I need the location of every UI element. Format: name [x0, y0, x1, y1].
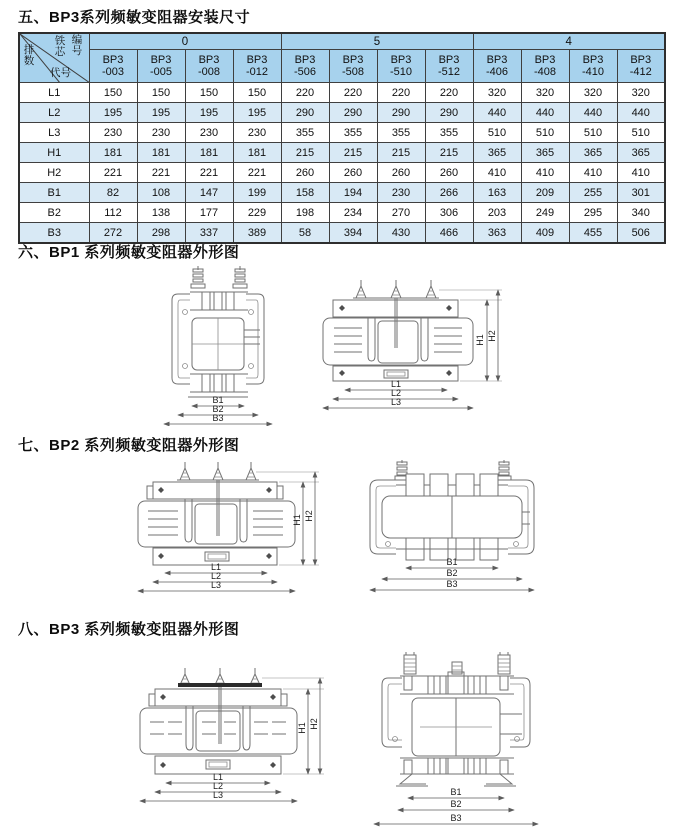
top-rail	[147, 482, 283, 499]
dim-label-h1: H1	[292, 514, 302, 526]
dim-value-cell: 220	[329, 83, 377, 103]
model-line2: -410	[581, 66, 605, 78]
dim-value-cell: 394	[329, 223, 377, 244]
dim-value-cell: 209	[521, 183, 569, 203]
dim-value-cell: 272	[89, 223, 137, 244]
dim-value-cell: 181	[137, 143, 185, 163]
dim-value-cell: 440	[473, 103, 521, 123]
model-line1: BP3	[390, 54, 412, 66]
model-column-header	[281, 50, 329, 83]
dim-value-cell: 363	[473, 223, 521, 244]
dim-value-cell: 195	[89, 103, 137, 123]
section-heading-bp3: 八、BP3 系列频敏变阻器外形图	[18, 621, 240, 638]
dim-value-cell: 255	[569, 183, 617, 203]
dimension-h1-h2	[262, 678, 324, 774]
installation-dimensions-table	[18, 32, 666, 244]
frame-bracket-left	[382, 678, 402, 747]
model-line1: BP3	[102, 54, 124, 66]
dim-value-cell: 355	[425, 123, 473, 143]
corner-code-label: 代号	[50, 67, 71, 79]
dim-value-cell: 410	[569, 163, 617, 183]
model-column-header	[233, 50, 281, 83]
model-line2: -506	[293, 66, 317, 78]
dim-value-cell: 230	[185, 123, 233, 143]
dim-value-cell: 506	[617, 223, 665, 244]
dim-label-h2: H2	[304, 510, 314, 522]
dim-value-cell: 147	[185, 183, 233, 203]
corner-col-axis-label-2: 编号	[71, 34, 83, 57]
dim-value-cell: 215	[329, 143, 377, 163]
dim-value-cell: 410	[617, 163, 665, 183]
dim-value-cell: 195	[137, 103, 185, 123]
dim-value-cell: 290	[281, 103, 329, 123]
dim-value-cell: 221	[89, 163, 137, 183]
dim-value-cell: 290	[329, 103, 377, 123]
dim-label-b1: B1	[212, 395, 224, 405]
dim-value-cell: 158	[281, 183, 329, 203]
dim-label-l2: L2	[210, 571, 222, 581]
model-line1: BP3	[582, 54, 604, 66]
dim-value-cell: 510	[521, 123, 569, 143]
dim-value-cell: 181	[233, 143, 281, 163]
core-group-header: 5	[281, 33, 473, 50]
corner-row-axis-label: 排数	[23, 44, 35, 67]
dim-value-cell: 298	[137, 223, 185, 244]
dim-value-cell: 181	[185, 143, 233, 163]
dim-value-cell: 510	[569, 123, 617, 143]
dim-label-l2: L2	[390, 388, 402, 398]
dim-value-cell: 150	[89, 83, 137, 103]
fin-row-bottom	[400, 758, 514, 774]
dim-label-l2: L2	[212, 781, 224, 791]
model-column-header	[137, 50, 185, 83]
dim-value-cell: 320	[521, 83, 569, 103]
dim-value-cell: 150	[137, 83, 185, 103]
dim-label-h1: H1	[475, 334, 485, 346]
dim-label-l1: L1	[210, 562, 222, 572]
model-column-header	[521, 50, 569, 83]
dim-value-cell: 220	[425, 83, 473, 103]
dim-value-cell: 230	[377, 183, 425, 203]
model-line2: -012	[245, 66, 269, 78]
dim-value-cell: 112	[89, 203, 137, 223]
row-label: L2	[19, 103, 89, 123]
row-label: L1	[19, 83, 89, 103]
dimension-b1	[408, 787, 504, 798]
dim-value-cell: 230	[233, 123, 281, 143]
dimension-b2	[398, 799, 514, 810]
bp1-front-view-drawing	[320, 278, 510, 413]
row-label: H2	[19, 163, 89, 183]
bp2-front-view-drawing	[135, 458, 325, 598]
dim-label-l3: L3	[390, 397, 402, 407]
terminals	[353, 280, 439, 298]
table-row	[19, 183, 665, 203]
dim-value-cell: 430	[377, 223, 425, 244]
dimension-b3	[370, 579, 534, 590]
dim-label-b2: B2	[212, 404, 224, 414]
dim-value-cell: 215	[281, 143, 329, 163]
dim-value-cell: 270	[377, 203, 425, 223]
section-heading-bp2: 七、BP2 系列频敏变阻器外形图	[18, 437, 240, 454]
fin-row-top	[396, 474, 508, 496]
dim-value-cell: 320	[473, 83, 521, 103]
section-heading-bp1: 六、BP1 系列频敏变阻器外形图	[18, 244, 240, 261]
dim-label-b3: B3	[212, 413, 224, 423]
dim-value-cell: 220	[281, 83, 329, 103]
model-line1: BP3	[294, 54, 316, 66]
table-row	[19, 143, 665, 163]
dim-value-cell: 230	[89, 123, 137, 143]
dim-value-cell: 220	[377, 83, 425, 103]
dim-label-h2: H2	[487, 330, 497, 342]
terminal-bar	[178, 683, 262, 687]
dim-value-cell: 440	[521, 103, 569, 123]
dim-value-cell: 221	[233, 163, 281, 183]
model-line1: BP3	[534, 54, 556, 66]
dim-value-cell: 365	[521, 143, 569, 163]
table-row	[19, 123, 665, 143]
model-line1: BP3	[438, 54, 460, 66]
dim-value-cell: 365	[473, 143, 521, 163]
dim-value-cell: 320	[569, 83, 617, 103]
dim-value-cell: 266	[425, 183, 473, 203]
dim-value-cell: 203	[473, 203, 521, 223]
row-label: H1	[19, 143, 89, 163]
core-group-header: 0	[89, 33, 281, 50]
dim-value-cell: 177	[185, 203, 233, 223]
model-line2: -008	[197, 66, 221, 78]
dim-label-l3: L3	[212, 790, 224, 800]
dim-value-cell: 301	[617, 183, 665, 203]
model-line2: -508	[341, 66, 365, 78]
terminal-stud	[404, 652, 510, 674]
bp2-side-view-drawing	[366, 460, 538, 594]
dim-label-l1: L1	[212, 772, 224, 782]
model-column-header	[377, 50, 425, 83]
corner-bracket-left	[172, 294, 190, 384]
dim-value-cell: 181	[89, 143, 137, 163]
table-row	[19, 223, 665, 244]
mounting-feet	[396, 774, 516, 786]
dim-value-cell: 195	[233, 103, 281, 123]
dim-value-cell: 306	[425, 203, 473, 223]
model-line2: -412	[629, 66, 652, 78]
dim-value-cell: 229	[233, 203, 281, 223]
top-rail	[149, 689, 287, 706]
dim-value-cell: 260	[281, 163, 329, 183]
dim-value-cell: 260	[425, 163, 473, 183]
dim-value-cell: 440	[569, 103, 617, 123]
dim-value-cell: 355	[329, 123, 377, 143]
dim-value-cell: 410	[521, 163, 569, 183]
dim-value-cell: 510	[473, 123, 521, 143]
dim-value-cell: 199	[233, 183, 281, 203]
table-row	[19, 103, 665, 123]
model-line1: BP3	[246, 54, 268, 66]
table-row	[19, 83, 665, 103]
terminal-stud	[191, 266, 247, 288]
model-line2: -003	[101, 66, 125, 78]
dim-value-cell: 355	[377, 123, 425, 143]
model-column-header	[617, 50, 665, 83]
dim-value-cell: 230	[137, 123, 185, 143]
dim-label-b1: B1	[450, 787, 462, 797]
dim-value-cell: 389	[233, 223, 281, 244]
dim-value-cell: 195	[185, 103, 233, 123]
dim-value-cell: 290	[425, 103, 473, 123]
dim-value-cell: 455	[569, 223, 617, 244]
frame-bracket-right	[510, 678, 530, 747]
dim-value-cell: 249	[521, 203, 569, 223]
dim-value-cell: 260	[377, 163, 425, 183]
model-column-header	[89, 50, 137, 83]
dim-label-b3: B3	[450, 813, 462, 823]
lamination-comb-top	[190, 292, 248, 310]
row-label: B2	[19, 203, 89, 223]
core-body	[382, 496, 530, 538]
model-line1: BP3	[486, 54, 508, 66]
terminals	[178, 668, 262, 687]
dim-label-b2: B2	[446, 568, 458, 578]
model-line2: -408	[533, 66, 557, 78]
model-line1: BP3	[198, 54, 220, 66]
dim-label-b1: B1	[446, 557, 458, 567]
row-label: B3	[19, 223, 89, 244]
dim-value-cell: 337	[185, 223, 233, 244]
dim-value-cell: 108	[137, 183, 185, 203]
row-label: B1	[19, 183, 89, 203]
lamination-comb-bottom	[188, 374, 248, 397]
dim-value-cell: 365	[569, 143, 617, 163]
dim-value-cell: 340	[617, 203, 665, 223]
model-line1: BP3	[630, 54, 652, 66]
model-line1: BP3	[342, 54, 364, 66]
dim-label-l1: L1	[390, 379, 402, 389]
section-title-installation-dimensions: 五、BP3系列频敏变阻器安装尺寸	[18, 9, 251, 26]
table-row	[19, 203, 665, 223]
model-column-header	[185, 50, 233, 83]
dim-value-cell: 466	[425, 223, 473, 244]
corner-bracket-right	[246, 294, 264, 384]
model-line1: BP3	[150, 54, 172, 66]
dim-value-cell: 365	[617, 143, 665, 163]
model-line2: -005	[149, 66, 173, 78]
dim-value-cell: 295	[569, 203, 617, 223]
dim-value-cell: 150	[185, 83, 233, 103]
dim-value-cell: 355	[281, 123, 329, 143]
bp3-side-view-drawing	[372, 652, 540, 832]
dim-value-cell: 198	[281, 203, 329, 223]
model-column-header	[473, 50, 521, 83]
terminals	[177, 462, 259, 480]
dim-value-cell: 138	[137, 203, 185, 223]
dim-label-l3: L3	[210, 580, 222, 590]
dim-value-cell: 215	[377, 143, 425, 163]
dim-value-cell: 510	[617, 123, 665, 143]
row-label: L3	[19, 123, 89, 143]
dim-value-cell: 194	[329, 183, 377, 203]
model-column-header	[329, 50, 377, 83]
dim-value-cell: 221	[137, 163, 185, 183]
dim-value-cell: 410	[473, 163, 521, 183]
dim-value-cell: 290	[377, 103, 425, 123]
dim-value-cell: 163	[473, 183, 521, 203]
core-body	[192, 318, 260, 370]
dim-value-cell: 58	[281, 223, 329, 244]
dim-value-cell: 440	[617, 103, 665, 123]
dim-value-cell: 409	[521, 223, 569, 244]
bp3-front-view-drawing	[136, 664, 328, 804]
model-line2: -512	[437, 66, 461, 78]
core-body	[412, 698, 522, 756]
dimension-b2	[382, 568, 522, 579]
core-group-header: 4	[473, 33, 665, 50]
dimension-b3	[374, 813, 538, 824]
dim-value-cell: 215	[425, 143, 473, 163]
dim-value-cell: 260	[329, 163, 377, 183]
dim-label-b2: B2	[450, 799, 462, 809]
dim-label-b3: B3	[446, 579, 458, 589]
dim-value-cell: 234	[329, 203, 377, 223]
dim-label-h2: H2	[309, 718, 319, 730]
table-row	[19, 163, 665, 183]
dim-value-cell: 150	[233, 83, 281, 103]
model-line2: -406	[485, 66, 509, 78]
dim-label-h1: H1	[297, 722, 307, 734]
model-line2: -510	[389, 66, 413, 78]
corner-col-axis-label-1: 铁芯	[54, 35, 66, 58]
dim-value-cell: 82	[89, 183, 137, 203]
dim-value-cell: 221	[185, 163, 233, 183]
table-corner-cell	[19, 33, 89, 83]
model-column-header	[569, 50, 617, 83]
model-column-header	[425, 50, 473, 83]
dim-value-cell: 320	[617, 83, 665, 103]
bp1-side-view-drawing	[162, 266, 274, 426]
fin-row-top	[400, 672, 514, 694]
